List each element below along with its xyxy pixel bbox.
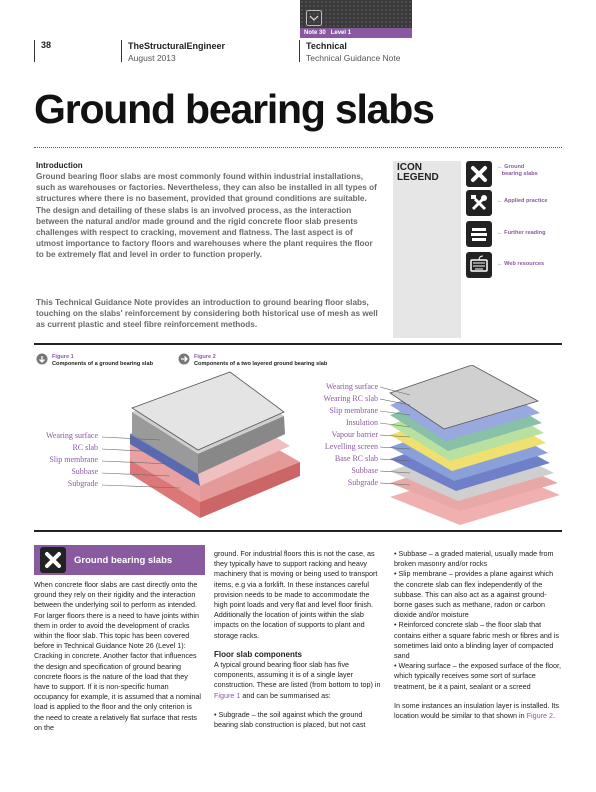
fig1-label-subbase: Subbase — [71, 467, 98, 476]
figure-2-caption: Figure 2 Components of a two layered ground bearing slab — [194, 354, 328, 367]
subsection-name: Technical Guidance Note — [306, 53, 401, 63]
fig2-label-subbase: Subbase — [351, 466, 378, 475]
icon-legend-title: ICON LEGEND — [397, 162, 439, 183]
fig1-label-subgrade: Subgrade — [67, 479, 98, 488]
level-tab — [300, 0, 412, 38]
figure-1-illustration — [100, 362, 310, 522]
tools-icon — [466, 190, 492, 216]
page-title: Ground bearing slabs — [34, 86, 434, 132]
figure-1-caption: Figure 1 Components of a ground bearing slab — [52, 354, 154, 367]
body-column-3 — [394, 549, 562, 730]
intro-paragraph-2: This Technical Guidance Note provides an introduction to ground bearing floor slabs, touching on the slabs' reinforcement by considering both historical use of mesh as well as current plastic and steel fibre reinforcement methods. — [36, 298, 378, 330]
body-paragraph-1: When concrete floor slabs are cast directly onto the ground they rely on their rigidity and the interaction between the underlying soil to perform as intended. For larger floors there is a need to have joints within them in order to avoid the development of cracks within the floor slab. This topic has been covered before in Technical Guidance Note 26 (Level 1): Cracking in concrete. Another factor that influences the design and specification of ground bearing concrete floors is the nature of the load that they have to support. If it is non-specific human occupancy for example, it is assumed that a nominal load is applied to the floor and the only criterion is the need to create a relatively flat surface that rests on the — [34, 580, 201, 732]
magazine-name: TheStructuralEngineer — [128, 41, 226, 51]
intro-paragraph-1: Ground bearing floor slabs are most commonly found within industrial installations, such as warehouses or factories. Nevertheless, they can also be installed in all types of structures where there is no basement, provided that ground conditions are suitable. The design and detailing of these slabs is an involved process, as the interaction between the natural and/or made ground and the rigid concrete floor slab presents challenges with respect to cracking, movement and flatness. The last aspect is of utmost importance to factory floors and warehouses where the plant requires the floor to be extremely flat and level in order to function properly. — [36, 172, 377, 260]
figure-1-link[interactable]: Figure 1 — [214, 690, 241, 700]
figure-2-illustration — [380, 365, 580, 525]
fig1-label-slip-membrane: Slip membrane — [49, 455, 98, 464]
fig2-label-base-rc-slab: Base RC slab — [334, 454, 378, 463]
body-paragraph-2: ground. For industrial floors this is not the case, as they typically have to support racking and heavy machinery that is moving or being used to transport items, e.g via a forklift. In these instances careful provision needs to be made to accommodate the high point loads and very flat and level floor finish. Additionally the location of joints within the slab impacts on the location of supports to plant and storage racks. — [214, 549, 378, 640]
intro-heading: Introduction — [36, 161, 83, 170]
legend-label-applied: ← Applied practice — [497, 198, 548, 204]
close-x-icon — [466, 161, 492, 187]
books-icon — [466, 221, 492, 247]
fig2-label-subgrade: Subgrade — [347, 478, 378, 487]
tab-note-label: Note 30 Level 1 — [300, 28, 412, 38]
title-divider — [34, 147, 562, 148]
legend-label-ground: ← Ground bearing slabs — [497, 164, 538, 177]
body-paragraph-3: A typical ground bearing floor slab has five components, assuming it is of a single layer construction. These are listed (from bottom to top) in Figure 1 and can be summarised as: — [214, 660, 381, 700]
fig2-label-wearing-rc-slab: Wearing RC slab — [323, 394, 378, 403]
body-column-2 — [214, 549, 382, 739]
fig1-label-rc-slab: RC slab — [72, 443, 98, 452]
masthead — [128, 40, 225, 64]
floor-slab-heading: Floor slab components — [214, 649, 303, 659]
fig2-label-insulation: Insulation — [346, 418, 378, 427]
section-banner-title: Ground bearing slabs — [74, 555, 173, 566]
bullet-rc-slab: • Reinforced concrete slab – the floor slab that contains either a square fabric mesh or fibres and is sometimes laid onto a blinding layer of compacted sand — [394, 620, 559, 661]
fig2-label-wearing-surface: Wearing surface — [326, 382, 378, 391]
bullet-wearing-surface: • Wearing surface – the exposed surface of the floor, which typically receives some sort of surface treatment, be it a paint, sealant or a screed — [394, 661, 561, 691]
icon-legend-box — [393, 161, 461, 338]
figure-2-link[interactable]: Figure 2 — [526, 711, 554, 721]
bullet-subgrade: • Subgrade – the soil against which the ground bearing slab construction is placed, but not cast — [214, 709, 366, 730]
section-header — [306, 40, 401, 64]
section-name: Technical — [306, 41, 347, 51]
fig2-label-slip-membrane: Slip membrane — [329, 406, 378, 415]
issue-date: August 2013 — [128, 53, 176, 63]
body-column-1 — [34, 580, 202, 742]
close-x-icon — [40, 547, 66, 573]
legend-label-reading: ← Further reading — [497, 230, 546, 236]
body-paragraph-insulation: In some instances an insulation layer is installed. Its location would be similar to that shown in Figure 2. — [394, 700, 559, 721]
fig2-label-levelling-screen: Levelling screen — [324, 442, 378, 451]
fig1-label-wearing-surface: Wearing surface — [46, 431, 98, 440]
bullet-slip-membrane: • Slip membrane – provides a plane against which the concrete slab can flex independently of the subbase. This can also act as a against ground-borne gases such as methane, radon or carbon dioxide and/or moisture — [394, 569, 554, 620]
page-number: 38 — [41, 40, 52, 50]
keyboard-icon — [466, 252, 492, 278]
fig2-label-vapour-barrier: Vapour barrier — [331, 430, 378, 439]
bullet-subbase: • Subbase – a graded material, usually made from broken masonry and/or rocks — [394, 549, 554, 569]
legend-label-web: ← Web resources — [497, 261, 545, 267]
chevron-down-icon[interactable] — [306, 10, 322, 26]
arrow-down-circle-icon — [36, 353, 48, 365]
